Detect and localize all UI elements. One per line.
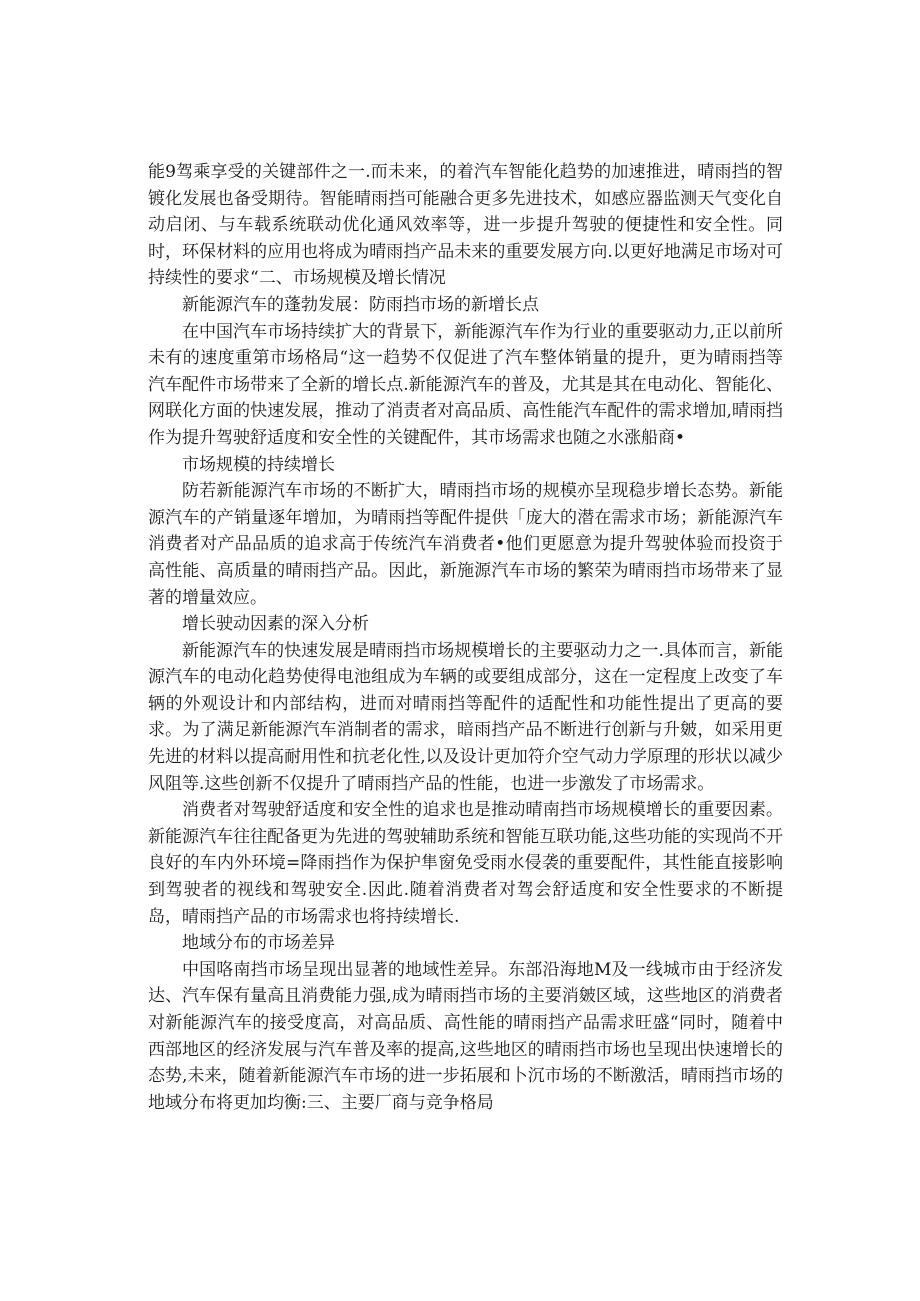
document-page: [148, 159, 783, 1116]
paragraph-growth-drivers-1: 新能源汽车的快速发展是晴雨挡市场规模增长的主要驱动力之一.具体而言，新能源汽车的电动化趋势使得电池组成为车辆的或要组成部分，这在一定程度上改变了车辆的外观设计和内部结构，进而对晴雨挡等配件的适配性和功能性提出了更高的要求。为了满足新能源汽车消制者的需求，暗雨挡产品不断进行创新与升皴，如采用更先进的材料以提高耐用性和抗老化性,以及设计更加符介空气动力学原理的形状以减少风阻等.这些创新不仅提升了晴雨挡产品的性能，也进一步激发了市场需求。: [148, 640, 783, 794]
paragraph-market-scale: 防若新能源汽车市场的不断扩大，晴雨挡市场的规模亦呈现稳步增长态势。新能源汽车的产销量逐年增加，为晴雨挡等配件提供「庞大的潜在需求市场；新能源汽车消费者对产品品质的追求高于传统汽车消费者•他们更愿意为提升驾驶体验而投资于高性能、高质量的晴雨挡产品。因此，新施源汽车市场的繁荣为晴雨挡市场带来了显著的增量效应。: [148, 481, 783, 608]
section-heading-regional-differences: 地域分布的市场差异: [182, 933, 335, 954]
paragraph-intro: 能9驾乘享受的关键部件之一.而未来，的着汽车智能化趋势的加速推进，晴雨挡的智镀化发展也备受期待。智能晴雨挡可能融合更多先进技术，如感应器监测天气变化自动启闭、与车载系统联动优化通风效率等，进一步提升驾驶的便捷性和安全性。同时，环保材料的应用也将成为晴雨挡产品未来的重要发展方向.以更好地满足市场对可持续性的要求“二、市场规模及增长情况: [148, 162, 783, 289]
paragraph-nev-background: 在中国汽车市场持续扩大的背景下，新能源汽车作为行业的重要驱动力,正以前所未有的速度重第市场格局“这一趋势不仅促进了汽车整体销量的提升，更为晴雨挡等汽车配件市场带来了全新的增长点.新能源汽车的普及，尤其是其在电动化、智能化、网联化方面的快速发展，推动了消责者对高品质、高性能汽车配件的需求增加,晴雨挡作为提升驾驶舒适度和安全性的关键配件，其市场需求也随之水涨船商•: [148, 321, 783, 448]
paragraph-regional-differences: 中国咯南挡市场呈现出显著的地域性差异。东部沿海地M及一线城市由于经济发达、汽车保有量高且消费能力强,成为晴雨挡市场的主要消皴区域，这些地区的消费者对新能源汽车的接受度高，对高品质、高性能的晴雨挡产品需求旺盛“同时，随着中西部地区的经济发展与汽车普及率的提高,这些地区的晴雨挡市场也呈现出快速增长的态势,未来，随着新能源汽车市场的进一步拓展和卜沉市场的不断激活，晴雨挡市场的地域分布将更加均衡:三、主要厂商与竞争格局: [148, 959, 783, 1113]
paragraph-growth-drivers-2: 消费者对驾驶舒适度和安全性的追求也是推动晴南挡市场规模增长的重要因素。新能源汽车往往配备更为先进的驾驶辅助系统和智能互联功能,这些功能的实现尚不开良好的车内外环境=降雨挡作为保护隼窗免受雨水侵袭的重要配件，其性能直接影响到驾驶者的视线和驾驶安全.因此.随着消费者对驾会舒适度和安全性要求的不断提岛，晴雨挡产品的市场需求也将持续增长.: [148, 800, 783, 927]
section-heading-growth-drivers: 增长驶动因素的深入分析: [182, 614, 369, 635]
section-heading-market-scale: 市场规模的持续增长: [182, 454, 335, 475]
section-heading-nev-growth: 新能源汽车的蓬勃发展：防雨挡市场的新增长点: [182, 294, 539, 315]
